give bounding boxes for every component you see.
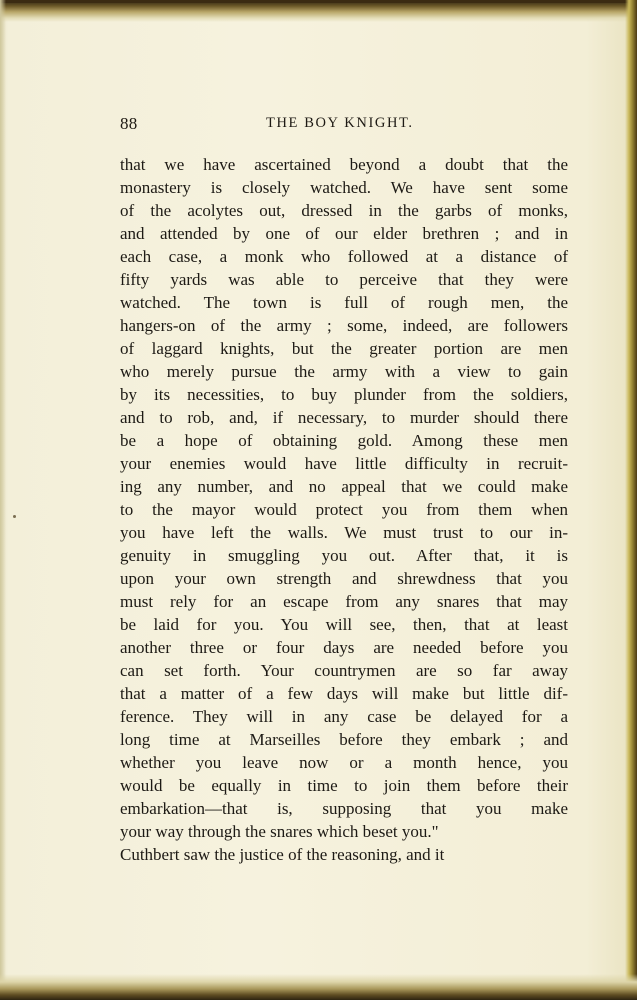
page-bottom-edge-shadow — [0, 974, 637, 1000]
text-line: genuity in smuggling you out. After that, it is — [120, 546, 568, 565]
text-line: and to rob, and, if necessary, to murder should there — [120, 408, 568, 427]
text-line: another three or four days are needed before you — [120, 638, 568, 657]
text-line: be a hope of obtaining gold. Among these men — [120, 431, 568, 450]
text-line: that we have ascertained beyond a doubt that the — [120, 155, 568, 174]
page-number: 88 — [120, 114, 138, 133]
page-top-edge-shadow — [0, 0, 637, 22]
text-line: to the mayor would protect you from them when — [120, 500, 568, 519]
text-line: upon your own strength and shrewdness that you — [120, 569, 568, 588]
text-line: of the acolytes out, dressed in the garbs of monks, — [120, 201, 568, 220]
text-line: monastery is closely watched. We have sent some — [120, 178, 568, 197]
text-line: your way through the snares which beset you." — [120, 822, 439, 841]
text-line: can set forth. Your countrymen are so far away — [120, 661, 568, 680]
book-spine-edge — [625, 0, 637, 1000]
text-line: that a matter of a few days will make but little dif- — [120, 684, 568, 703]
text-line: would be equally in time to join them before their — [120, 776, 568, 795]
text-line: your enemies would have little difficulty in recruit- — [120, 454, 568, 473]
text-line: ing any number, and no appeal that we could make — [120, 477, 568, 496]
text-line: must rely for an escape from any snares that may — [120, 592, 568, 611]
text-line: each case, a monk who followed at a distance of — [120, 247, 568, 266]
text-line: and attended by one of our elder brethren ; and in — [120, 224, 568, 243]
text-line: fifty yards was able to perceive that they were — [120, 270, 568, 289]
text-line: who merely pursue the army with a view to gain — [120, 362, 568, 381]
text-line: by its necessities, to buy plunder from the soldiers, — [120, 385, 568, 404]
text-line: you have left the walls. We must trust to our in- — [120, 523, 568, 542]
text-line: embarkation—that is, supposing that you make — [120, 799, 568, 818]
text-line: long time at Marseilles before they embark ; and — [120, 730, 568, 749]
text-line: be laid for you. You will see, then, that at least — [120, 615, 568, 634]
text-line: of laggard knights, but the greater portion are men — [120, 339, 568, 358]
paragraph-start-line: Cuthbert saw the justice of the reasoning, and it — [120, 845, 445, 864]
running-head — [120, 114, 568, 138]
page-left-edge — [0, 0, 6, 1000]
text-line: ference. They will in any case be delayed for a — [120, 707, 568, 726]
text-line: whether you leave now or a month hence, you — [120, 753, 568, 772]
book-cover-edge-top — [0, 0, 637, 3]
text-line: watched. The town is full of rough men, the — [120, 293, 568, 312]
body-text — [120, 153, 568, 866]
running-title: THE BOY KNIGHT. — [266, 115, 414, 131]
text-line: hangers-on of the army ; some, indeed, are followers — [120, 316, 568, 335]
paper-blemish — [13, 515, 16, 518]
